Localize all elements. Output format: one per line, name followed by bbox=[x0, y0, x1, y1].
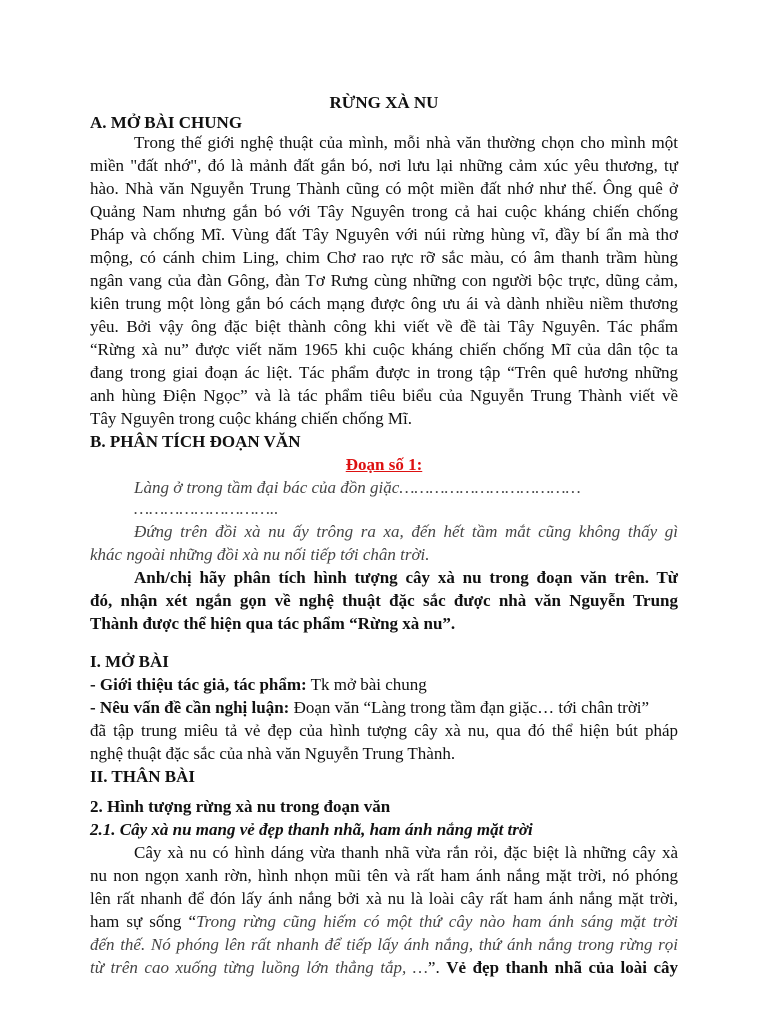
para-a-line: miền "đất nhớ", đó là mảnh đất gắn bó, nơi lưu lại những cảm xúc yêu thương, tự bbox=[90, 156, 678, 175]
para-a-line: ngân vang của đàn Gông, đàn Tơ Rưng cùng những con người bộc trực, dũng cảm, bbox=[90, 271, 678, 290]
body-quote: từ trên cao xuống từng luồng lớn thẳng tắp, … bbox=[90, 958, 428, 977]
body-bold: Vẻ đẹp thanh nhã của loài cây bbox=[446, 958, 679, 977]
body-text: ham sự sống “ bbox=[90, 912, 197, 931]
para-a-line: Pháp và chống Mĩ. Vùng đất Tây Nguyên với núi rừng hùng vĩ, đầy bí ẩn mà thơ bbox=[90, 225, 678, 244]
para-a-line: anh hùng Điện Ngọc” và là tác phẩm tiêu biểu của Nguyễn Trung Thành viết về bbox=[90, 386, 678, 405]
body-line: nu non ngọn xanh rờn, hình nhọn mũi tên và rất ham ánh nắng mặt trời, nó phóng bbox=[90, 866, 678, 885]
intro-item-issue bbox=[90, 698, 649, 718]
intro-item-author bbox=[90, 675, 427, 695]
body-text: ”. bbox=[427, 958, 447, 977]
body-line bbox=[90, 958, 678, 978]
para-a-line: Quảng Nam nhưng gắn bó với Tây Nguyên trong cả hai cuộc kháng chiến chống bbox=[90, 202, 678, 221]
task-line: đó, nhận xét ngắn gọn về nghệ thuật đặc sắc được nhà văn Nguyễn Trung bbox=[90, 591, 678, 610]
intro-line: nghệ thuật đặc sắc của nhà văn Nguyễn Trung Thành. bbox=[90, 744, 456, 763]
passage-label: Đoạn số 1: bbox=[345, 455, 423, 474]
para-a-line: Trong thế giới nghệ thuật của mình, mỗi nhà văn thường chọn cho mình một bbox=[134, 133, 678, 152]
quote-line: khác ngoài những đồi xà nu nối tiếp tới chân trời. bbox=[90, 545, 430, 564]
para-a-line: Tây Nguyên trong cuộc kháng chiến chống Mĩ. bbox=[90, 409, 412, 428]
subheading-2-1: 2.1. Cây xà nu mang vẻ đẹp thanh nhã, ham ánh nắng mặt trời bbox=[90, 820, 533, 839]
body-line: đến thế. Nó phóng lên rất nhanh để tiếp lấy ánh nắng, thứ ánh nắng trong rừng rọi bbox=[90, 935, 678, 954]
quote-line: ……………………….. bbox=[134, 499, 279, 518]
quote-line: Làng ở trong tầm đại bác của đồn giặc……………………………… bbox=[134, 478, 581, 497]
para-a-line: “Rừng xà nu” được viết năm 1965 khi cuộc kháng chiến chống Mĩ của dân tộc ta bbox=[90, 340, 678, 359]
intro-text: Tk mở bài chung bbox=[306, 675, 427, 694]
body-line: Cây xà nu có hình dáng vừa thanh nhã vừa rắn rỏi, đặc biệt là những cây xà bbox=[134, 843, 678, 862]
intro-label: - Giới thiệu tác giả, tác phẩm: bbox=[90, 675, 307, 694]
section-a-heading: A. MỞ BÀI CHUNG bbox=[90, 113, 243, 132]
part-ii-heading: II. THÂN BÀI bbox=[90, 767, 196, 786]
para-a-line: kiên trung một lòng gắn bó cách mạng được ông ưu ái và dành nhiều niềm thương bbox=[90, 294, 678, 313]
intro-line: đã tập trung miêu tả vẻ đẹp của hình tượng cây xà nu, qua đó thể hiện bút pháp bbox=[90, 721, 678, 740]
body-line: lên rất nhanh để đón lấy ánh nắng bởi xà nu là loài cây rất ham ánh nắng mặt trời, bbox=[90, 889, 678, 908]
section-b-heading: B. PHÂN TÍCH ĐOẠN VĂN bbox=[90, 432, 301, 451]
body-quote: Trong rừng cũng hiếm có một thứ cây nào ham ánh sáng mặt trời bbox=[196, 912, 678, 931]
intro-label: - Nêu vấn đề cần nghị luận: bbox=[90, 698, 290, 717]
subheading-2: 2. Hình tượng rừng xà nu trong đoạn văn bbox=[90, 797, 391, 816]
intro-text: Đoạn văn “Làng trong tầm đạn giặc… tới chân trời” bbox=[289, 698, 650, 717]
para-a-line: mộng, có cánh chim Ling, chim Chơ rao rực rỡ sắc màu, có âm thanh trầm hùng bbox=[90, 248, 678, 267]
task-line: Thành được thể hiện qua tác phẩm “Rừng xà nu”. bbox=[90, 614, 456, 633]
para-a-line: đang trong giai đoạn ác liệt. Tác phẩm được in trong tập “Trên quê hương những bbox=[90, 363, 678, 382]
document-title: RỪNG XÀ NU bbox=[329, 93, 439, 112]
quote-line: Đứng trên đồi xà nu ấy trông ra xa, đến hết tầm mắt cũng không thấy gì bbox=[134, 522, 678, 541]
body-line bbox=[90, 912, 678, 932]
part-i-heading: I. MỞ BÀI bbox=[90, 652, 169, 671]
task-line: Anh/chị hãy phân tích hình tượng cây xà nu trong đoạn văn trên. Từ bbox=[134, 568, 678, 587]
para-a-line: yêu. Bởi vậy ông đặc biệt thành công khi viết về đề tài Tây Nguyên. Tác phẩm bbox=[90, 317, 678, 336]
para-a-line: hào. Nhà văn Nguyễn Trung Thành cũng có một miền đất nhớ như thế. Ông quê ở bbox=[90, 179, 678, 198]
